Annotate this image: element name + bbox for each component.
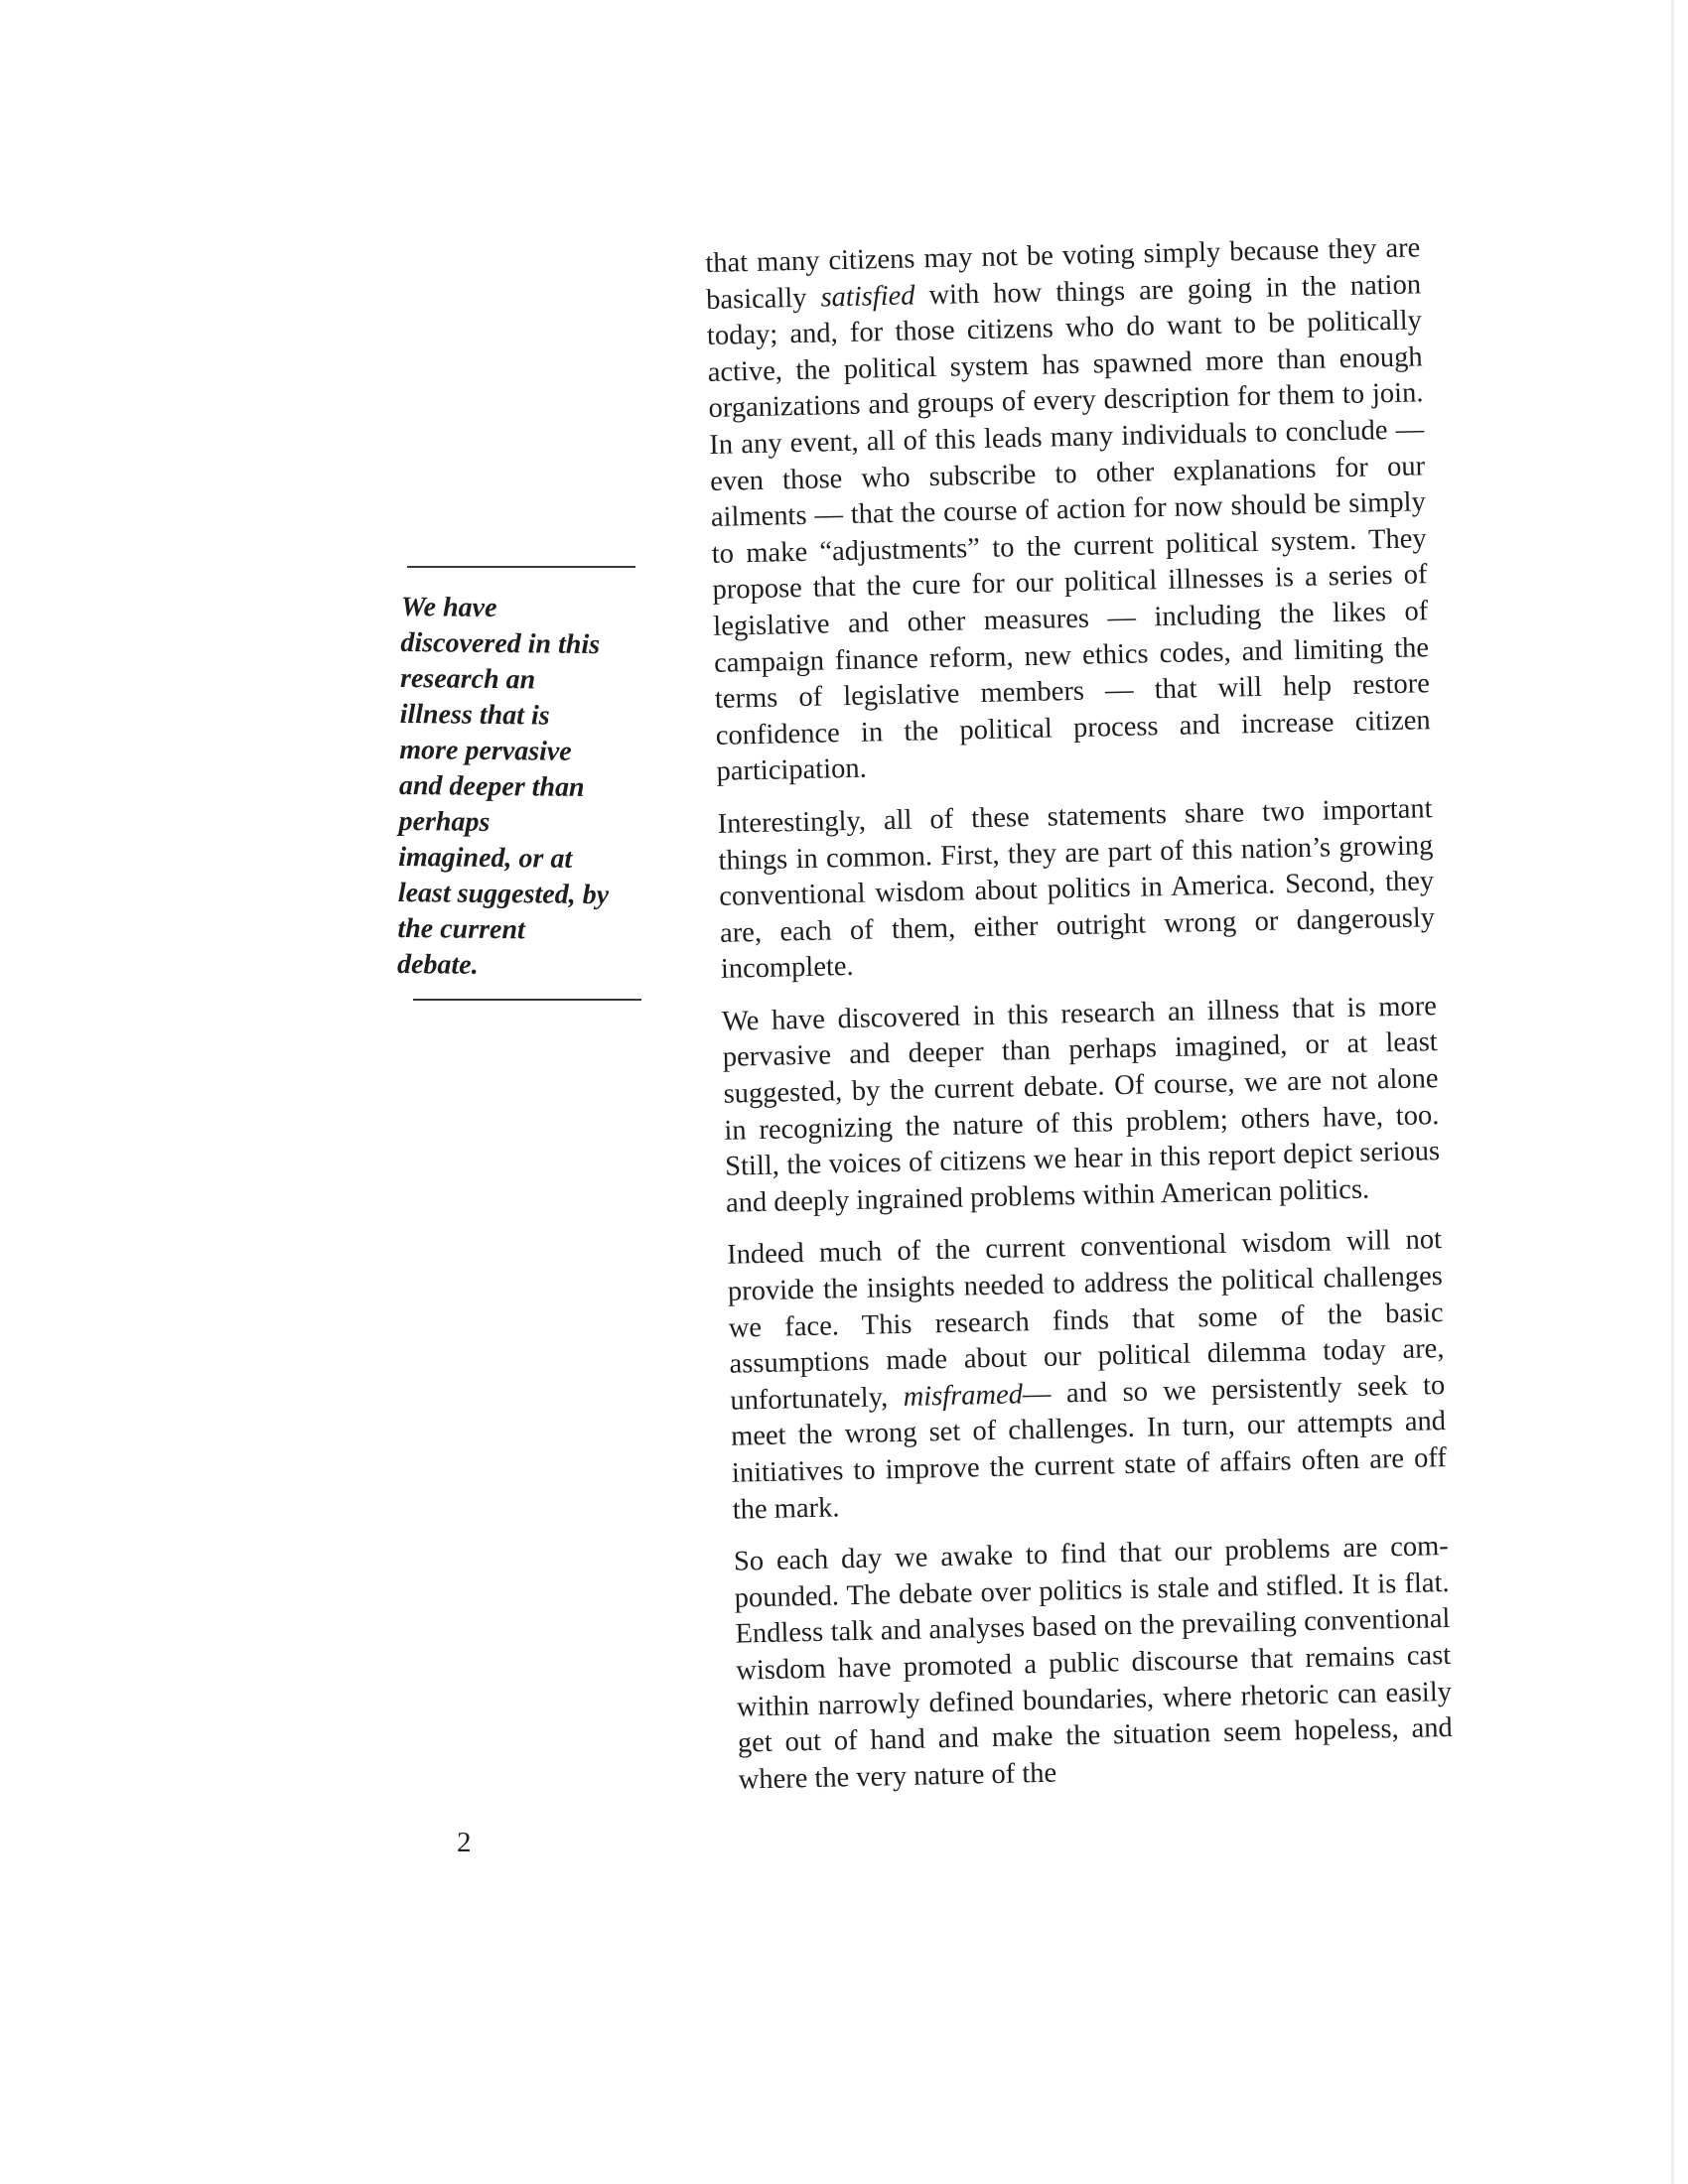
paragraph-4	[727, 1222, 1448, 1528]
pull-quote-top-rule	[407, 566, 635, 568]
paragraph-5	[734, 1529, 1454, 1799]
paragraph-1-text-before: that many citizens may not be voting simply because they are basically	[705, 232, 1421, 316]
body-text-column	[705, 230, 1454, 1815]
pull-quote	[396, 566, 649, 1001]
page-number: 2	[457, 1827, 472, 1858]
paragraph-1	[705, 230, 1432, 790]
paragraph-1-emphasis: satisfied	[820, 279, 915, 314]
paragraph-1-text-after: with how things are going in the nation today; and, for those citizens who do want to be politically active, the political system has spawned more than enough organizations and groups of every description for them to join. In any event, all of this leads many individuals to conclude — even those who subscribe to other explanations for our ailments — that the course of action for now should be simply to make “adjustments” to the current political system. They propose that the cure for our political illnesses is a series of legislative and other measures — including the likes of campaign finance reform, new ethics codes, and limiting the terms of legislative members — that will help restore confidence in the political process and increase citizen participation.	[706, 268, 1431, 788]
pull-quote-text: We have discovered in this research an illness that is more pervasive and deeper than perhaps imagined, or at least suggested, by the current debate.	[396, 591, 610, 981]
paragraph-4-text-before: Indeed much of the current conventional wisdom will not provide the insights needed to address the political challenges we face. This research finds that some of the basic assumptions made about our political dilemma today are, unfortunately,	[726, 1224, 1445, 1417]
paragraph-2	[717, 791, 1436, 989]
page-edge-shadow	[1671, 0, 1674, 2184]
pull-quote-bottom-rule	[413, 999, 641, 1001]
paragraph-3-text: We have discovered in this research an illness that is more pervasive and deeper than perhaps imagined, or at least suggested, by the current debate. Of course, we are not alone in recognizing the nature of this problem; others have, too. Still, the voices of citizens we hear in this report depict serious and deeply ingrained problems within American politics.	[721, 990, 1441, 1219]
paragraph-4-emphasis: misframed	[903, 1379, 1024, 1413]
paragraph-5-text: So each day we awake to find that our problems are compounded. The debate over politics is stale and stifled. It is flat. Endless talk and analyses based on the prevailing conventional wisdom have promoted a public discourse that remains cast within narrowly defined boundaries, where rhetoric can easily get out of hand and make the situation seem hopeless, and where the very nature of the	[733, 1531, 1454, 1796]
paragraph-3	[722, 989, 1442, 1222]
paragraph-4-text-after: — and so we persistently seek to meet the wrong set of challenges. In turn, our attempts and initiatives to improve the current state of affairs often are off the mark.	[730, 1369, 1448, 1526]
paragraph-2-text: Interestingly, all of these statements share two important things in common. First, they are part of this nation’s growing conventional wisdom about politics in America. Second, they are, each of them, either outright wrong or dangerously incomplete.	[717, 793, 1436, 986]
